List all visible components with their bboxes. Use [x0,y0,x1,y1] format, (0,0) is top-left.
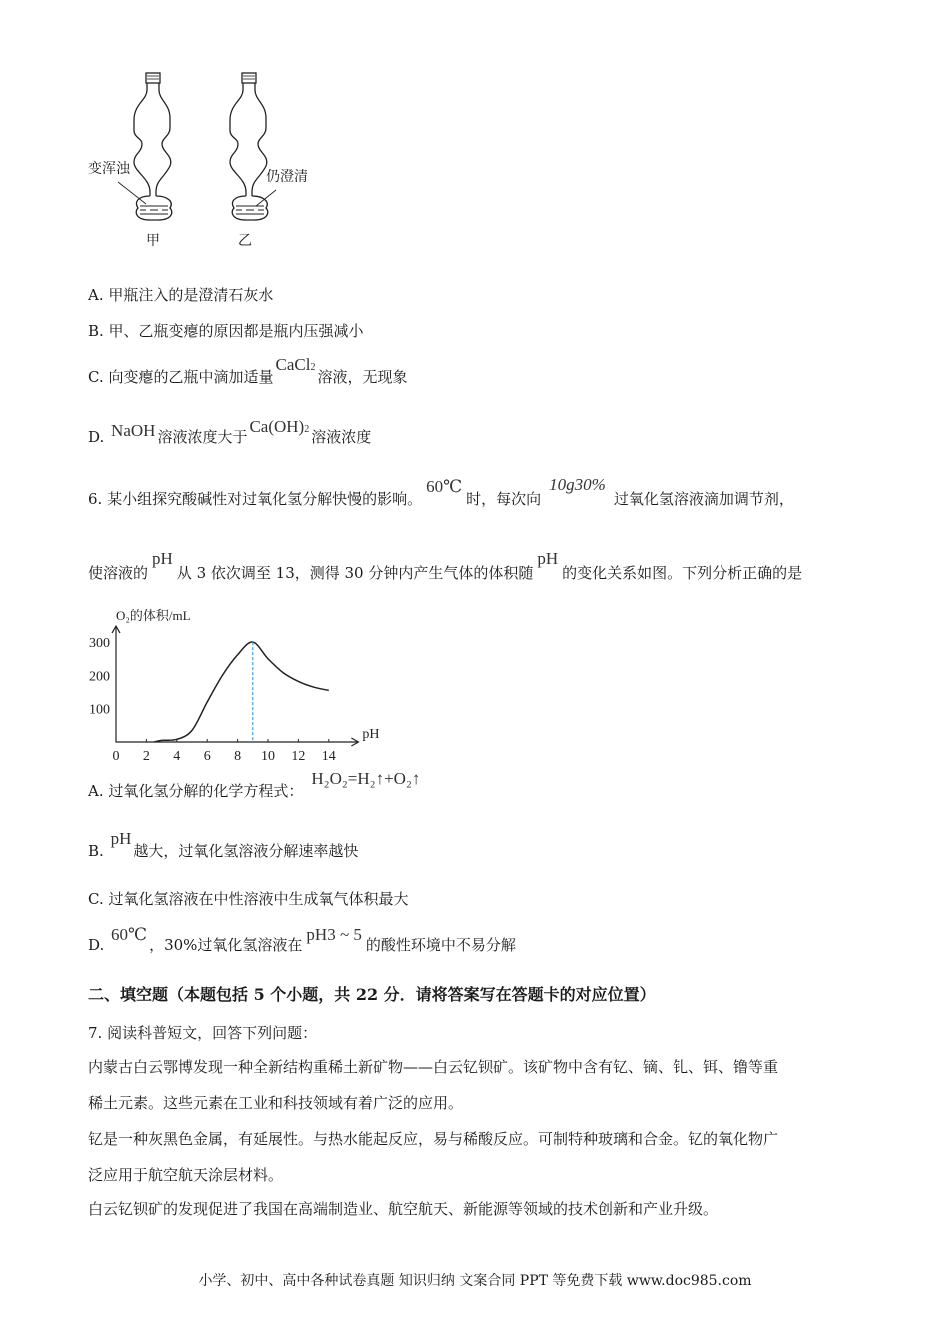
x-tick-label: 0 [112,749,120,764]
bottle-caption-yi: 乙 [238,233,252,249]
q6-stem-line1 [88,475,794,510]
x-tick-label: 12 [291,749,306,764]
chart-x-axis-label: pH [362,727,380,742]
x-tick-label: 6 [203,749,211,764]
caoh-subscript: 2 [304,424,310,435]
x-tick-label: 14 [321,749,336,764]
h2o2-equation: H₂O₂=H₂↑+O₂↑ [311,769,421,788]
x-tick-label: 8 [234,749,242,764]
section-2-title: 二、填空题（本题包括 5 个小题，共 22 分．请将答案写在答题卡的对应位置） [88,985,656,1004]
chart-y-axis-label: O₂的体积/mL [116,608,191,623]
x-tick-label: 2 [142,749,150,764]
q6-option-d-mid: ，30%过氧化氢溶液在 [149,936,303,954]
bottle-yi-illustration [230,73,276,220]
o2-volume-ph-chart [80,600,380,764]
q6-option-b-text: 越大，过氧化氢溶液分解速率越快 [133,842,359,860]
q6-option-b [88,829,359,862]
ph-range: pH3 ~ 5 [306,925,362,944]
q7-paragraph3: 白云钇钡矿的发现促进了我国在高端制造业、航空航天、新能源等领域的技术创新和产业升级。 [88,1200,719,1218]
q7-paragraph2-line2: 泛应用于航空航天涂层材料。 [88,1166,284,1184]
q6-option-c: C. 过氧化氢溶液在中性溶液中生成氧气体积最大 [88,890,409,908]
q6-option-b-letter: B. [88,842,104,860]
x-tick-label: 10 [261,749,275,764]
caoh2-formula [249,417,309,436]
q6-stem-mid: 时，每次向 [466,490,542,508]
y-tick-label: 300 [89,636,110,652]
q6-stem2-start: 使溶液的 [88,564,149,582]
q5-option-c-formula [275,355,315,374]
y-tick-label: 100 [89,702,110,718]
q6-stem-end: 过氧化氢溶液滴加调节剂， [613,490,794,508]
q5-option-c-suffix: 溶液，无现象 [317,368,408,386]
q6-stem-start: 6. 某小组探究酸碱性对过氧化氢分解快慢的影响。 [88,490,423,508]
q6-option-a-text: A. 过氧化氢分解的化学方程式： [88,782,304,800]
q7-paragraph2-line1: 钇是一种灰黑色金属，有延展性。与热水能起反应，易与稀酸反应。可制特种玻璃和合金。钇的氧化物广 [88,1130,779,1148]
bottle-jia-illustration [118,73,172,220]
cacl-subscript: 2 [310,362,316,373]
temperature-60c-2: 60℃ [111,925,148,944]
q5-option-d [88,417,372,451]
bottle-caption-jia: 甲 [146,233,160,249]
q6-option-d [88,925,516,956]
q6-option-a [88,769,421,802]
q5-option-d-letter: D. [88,428,105,446]
q7-paragraph1-line2: 稀土元素。这些元素在工业和科技领域有着广泛的应用。 [88,1094,464,1112]
cacl-formula: CaCl [275,355,311,374]
q5-option-c [88,355,408,391]
caoh-text: Ca(OH) [249,417,305,436]
page-footer: 小学、初中、高中各种试卷真题 知识归纳 文案合同 PPT 等免费下载 www.doc985.com [198,1273,752,1289]
ph-symbol-3: pH [110,829,132,848]
temperature-60c: 60℃ [426,477,463,496]
q5-option-d-suffix: 溶液浓度 [311,428,372,446]
q5-option-d-mid: 溶液浓度大于 [157,428,248,446]
naoh-formula: NaOH [111,421,156,440]
bottle-label-clear: 仍澄清 [266,169,308,185]
q5-option-a: A. 甲瓶注入的是澄清石灰水 [88,286,274,304]
chart-axes [116,626,358,742]
q7-intro: 7. 阅读科普短文，回答下列问题： [88,1024,318,1042]
o2-volume-curve [154,642,329,742]
ph-symbol-1: pH [152,549,173,568]
x-tick-label: 4 [173,749,181,764]
y-tick-label: 200 [89,669,110,685]
q5-option-b: B. 甲、乙瓶变瘪的原因都是瓶内压强减小 [88,322,364,340]
q6-stem2-end: 的变化关系如图。下列分析正确的是 [562,564,803,582]
mass-10g30: 10g30% [549,475,606,494]
q5-option-c-text: C. 向变瘪的乙瓶中滴加适量 [88,368,274,386]
q7-paragraph1-line1: 内蒙古白云鄂博发现一种全新结构重稀土新矿物——白云钇钡矿。该矿物中含有钇、镝、钆、铒、镥等重 [88,1058,779,1076]
q6-stem2-mid: 从 3 依次调至 13，测得 30 分钟内产生气体的体积随 [176,564,534,582]
ph-symbol-2: pH [537,549,559,568]
q6-stem-line2 [88,549,803,584]
q6-option-d-letter: D. [88,936,105,954]
bottle-label-cloudy: 变浑浊 [88,161,130,177]
q6-option-d-text: 的酸性环境中不易分解 [365,936,516,954]
